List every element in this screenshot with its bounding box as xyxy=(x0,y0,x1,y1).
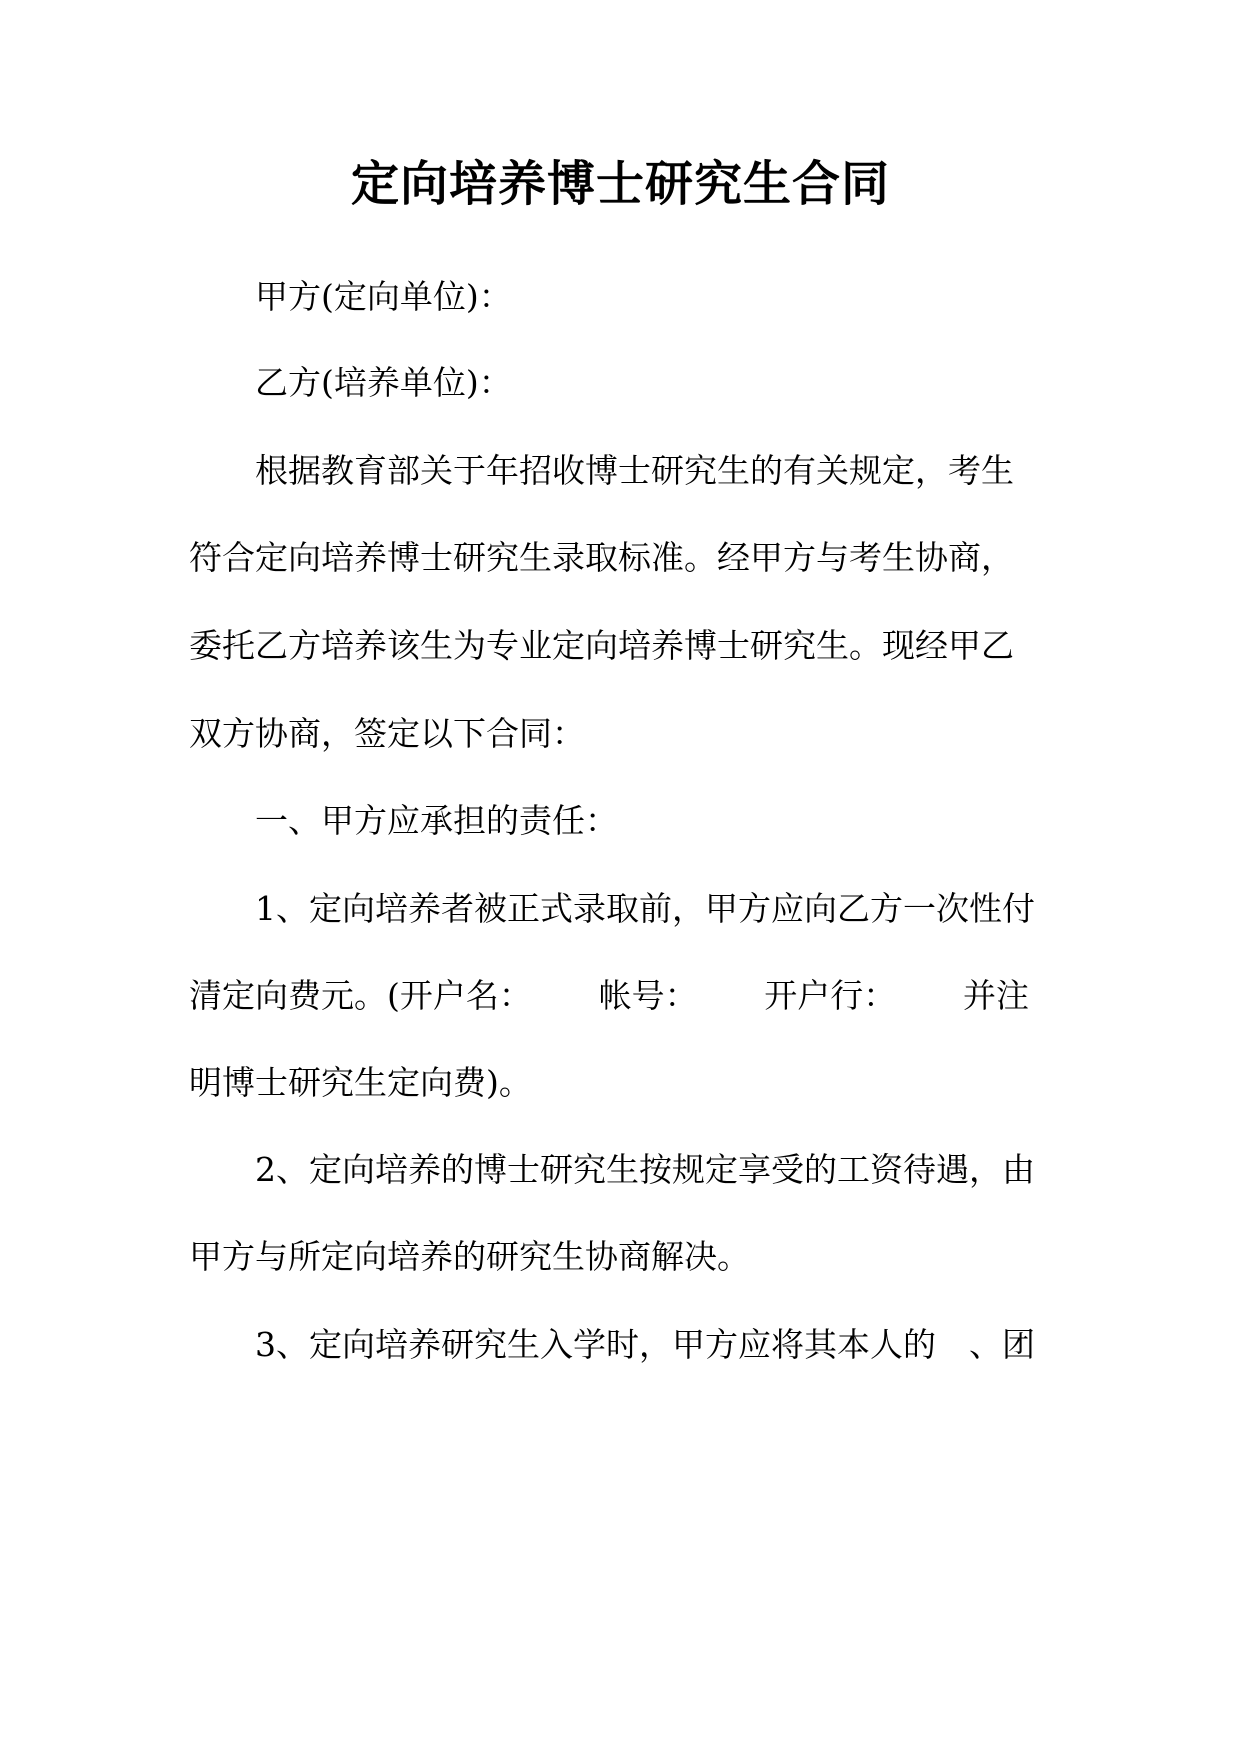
item-1-line-3: 明博士研究生定向费)。 xyxy=(189,1063,532,1102)
item-1-note: 并注 xyxy=(962,976,1029,1015)
item-1-line-1: 1、定向培养者被正式录取前，甲方应向乙方一次性付 xyxy=(255,889,1035,928)
item-1-bank: 开户行： xyxy=(764,976,897,1015)
item-3-line-1: 3、定向培养研究生入学时，甲方应将其本人的 、团 xyxy=(255,1325,1035,1364)
party-b-line: 乙方(培养单位)： xyxy=(255,363,512,402)
section-1-heading: 一、甲方应承担的责任： xyxy=(255,801,618,840)
item-2-line-2: 甲方与所定向培养的研究生协商解决。 xyxy=(189,1237,750,1276)
party-a-line: 甲方(定向单位)： xyxy=(255,277,512,316)
preamble-line-2: 符合定向培养博士研究生录取标准。经甲方与考生协商， xyxy=(189,538,1014,577)
item-2-line-1: 2、定向培养的博士研究生按规定享受的工资待遇，由 xyxy=(255,1150,1035,1189)
preamble-line-1: 根据教育部关于年招收博士研究生的有关规定，考生 xyxy=(255,451,1014,490)
item-1-line-2 xyxy=(189,971,1029,1021)
preamble-line-4: 双方协商，签定以下合同： xyxy=(189,714,585,753)
preamble-line-3: 委托乙方培养该生为专业定向培养博士研究生。现经甲乙 xyxy=(189,626,1014,665)
item-1-account-holder: 清定向费元。(开户名： xyxy=(189,976,532,1015)
page-title: 定向培养博士研究生合同 xyxy=(350,156,890,212)
item-1-account-number: 帐号： xyxy=(598,976,698,1015)
